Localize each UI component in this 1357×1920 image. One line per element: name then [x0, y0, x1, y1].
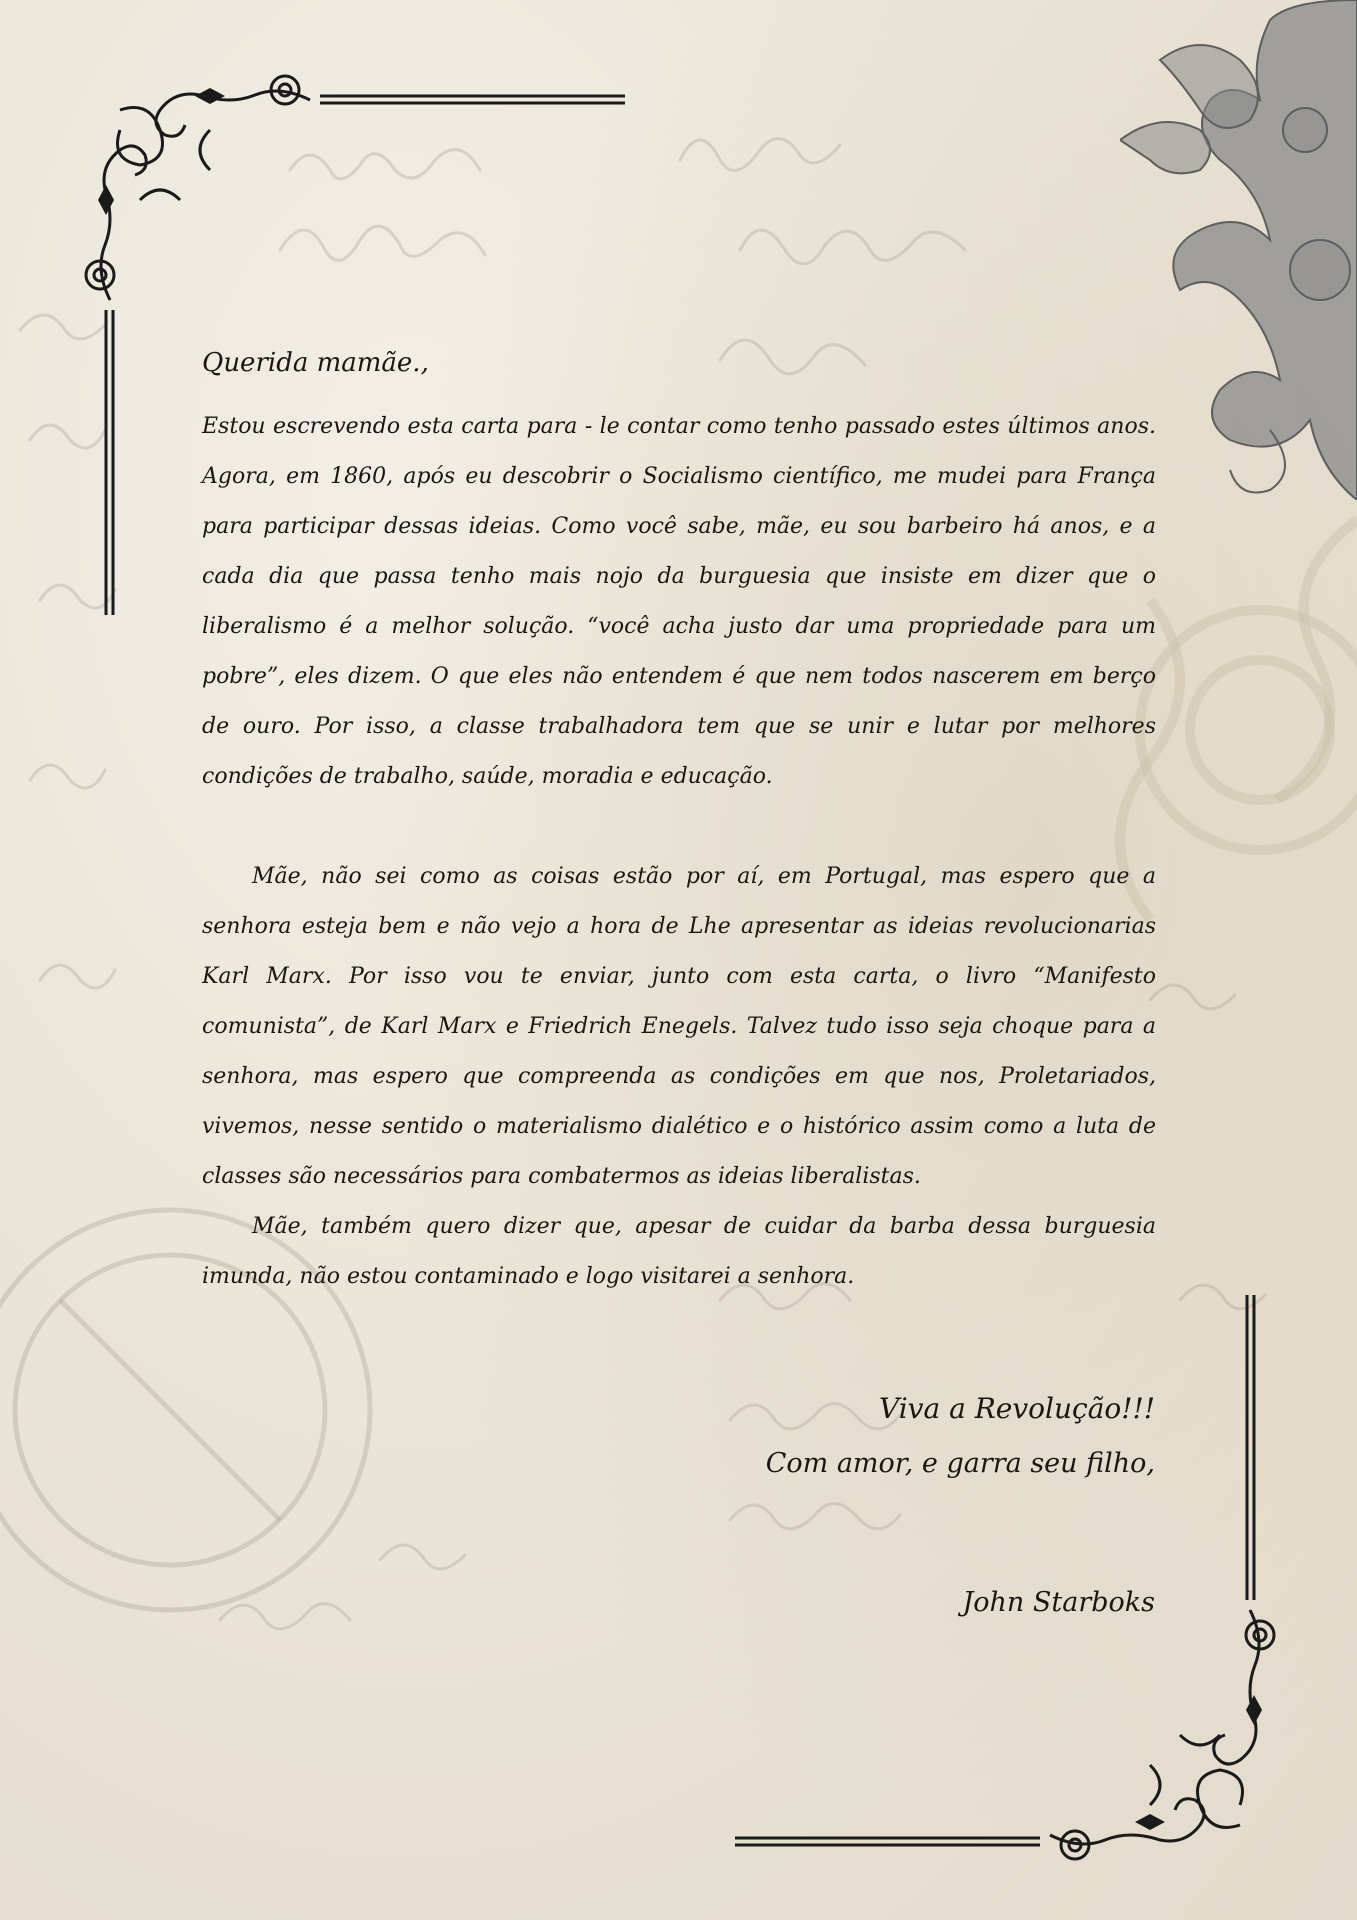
corner-ornament-bottom-right-icon — [730, 1290, 1290, 1870]
closing-farewell: Com amor, e garra seu filho, — [765, 1448, 1155, 1479]
letter-paragraph-1: Estou escrevendo esta carta para - le contar como tenho passado estes últimos anos. Agora, em 1860, após eu descobrir o Socialismo científico, me mudei para França para participar dessas ideias. Como você sabe, mãe, eu sou barbeiro há anos, e a cada dia que passa tenho mais nojo da burguesia que insiste em dizer que o liberalismo é a melhor solução. “você acha justo dar uma propriedade para um pobre”, eles dizem. O que eles não entendem é que nem todos nascerem em berço de ouro. Por isso, a classe trabalhadora tem que se unir e lutar por melhores condições de trabalho, saúde, moradia e educação. — [202, 414, 1156, 789]
letter-body — [202, 338, 1156, 1302]
letter-greeting: Querida mamãe., — [202, 348, 429, 378]
letter-paragraph-2: Mãe, não sei como as coisas estão por aí, em Portugal, mas espero que a senhora esteja bem e não vejo a hora de Lhe apresentar as ideias revolucionarias Karl Marx. Por isso vou te enviar, junto com esta carta, o livro “Manifesto comunista”, de Karl Marx e Friedrich Enegels. Talvez tudo isso seja choque para a senhora, mas espero que compreenda as condições em que nos, Proletariados, vivemos, nesse sentido o materialismo dialético e o histórico assim como a luta de classes são necessários para combatermos as ideias liberalistas. — [202, 864, 1156, 1189]
letter-paragraph-3: Mãe, também quero dizer que, apesar de cuidar da barba dessa burguesia imunda, não estou contaminado e logo visitarei a senhora. — [202, 1214, 1156, 1289]
paragraph-spacer — [202, 802, 1156, 852]
closing-exclamation: Viva a Revolução!!! — [879, 1392, 1155, 1425]
signature: John Starboks — [962, 1587, 1155, 1618]
